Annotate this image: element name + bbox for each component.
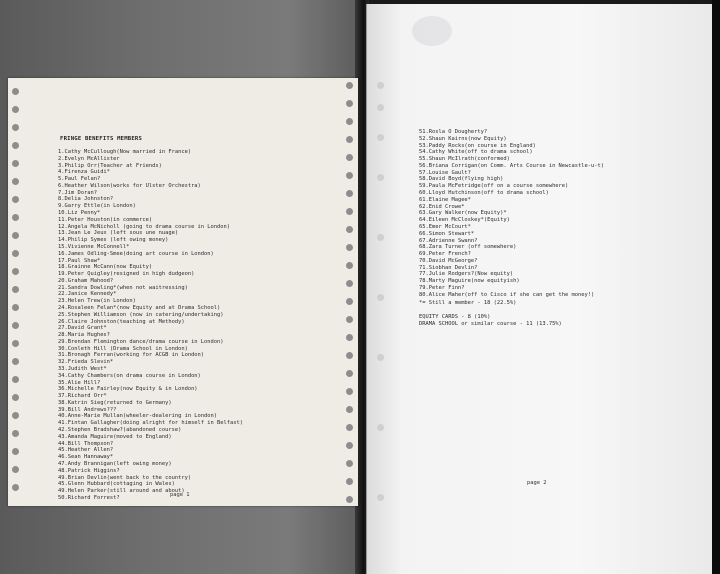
member-entry: 5.Paul Felan?	[58, 176, 101, 183]
left-page-holes-left	[12, 78, 22, 506]
member-entry: 14.Philip Symes (left owing money)	[58, 237, 169, 244]
page-title: FRINGE BENEFITS MEMBERS	[60, 136, 143, 142]
still-member-summary: *= Still a member - 18 (22.5%)	[419, 300, 517, 306]
member-entry: 46.Sean Hannaway*	[58, 454, 114, 461]
punch-hole	[12, 412, 19, 419]
punch-hole	[12, 214, 19, 221]
punch-hole	[12, 340, 19, 347]
member-entry: 16.James Odling-Smee(doing art course in London)	[58, 250, 214, 257]
punch-hole	[12, 322, 19, 329]
member-entry: 15.Vivienne McConnell*	[58, 243, 130, 250]
paper-stain	[412, 16, 452, 46]
punch-hole	[12, 88, 19, 95]
punch-hole	[346, 172, 353, 179]
member-entry: 40.Anne-Marie Mullan(wheeler-dealering in London)	[58, 413, 218, 420]
member-entry: 69.Peter French?	[419, 251, 471, 258]
member-entry: 13.Jean Le Jeux (left sous une nuage)	[58, 230, 179, 237]
member-entry: 28.Maria Hughes?	[58, 332, 110, 339]
member-entry: 33.Judith West*	[58, 366, 107, 372]
member-entry: 38.Katrin Sieg(returned to Germany)	[58, 399, 172, 406]
member-entry: 4.Firenza Guidi*	[58, 169, 110, 176]
member-entry: 57.Louise Gault?	[419, 169, 471, 176]
member-entry: 49.Brian Devlin(went back to the country)	[58, 474, 192, 481]
member-entry: 49.Helen Parker(still around and about)	[58, 488, 185, 495]
member-entry: 77.Julie Rodgers?(Now equity)	[419, 271, 514, 278]
right-member-list	[419, 129, 604, 299]
member-entry: 63.Gary Walker(now Equity)*	[419, 210, 507, 217]
member-entry: 39.Bill Andrews???	[58, 406, 117, 413]
punch-hole	[12, 448, 19, 455]
member-entry: 11.Peter Houston(in commerce)	[58, 216, 153, 223]
equity-summary: EQUITY CARDS - 8 (10%)	[419, 314, 491, 320]
member-entry: 29.Brendan Flemington dance/drama course in London)	[58, 338, 224, 345]
punch-hole	[12, 178, 19, 185]
member-entry: 68.Zara Turner (off somewhere)	[419, 244, 517, 251]
punch-hole	[377, 354, 384, 361]
member-entry: 64.Eileen McCloskey*(Equity)	[419, 217, 510, 224]
punch-hole	[377, 494, 384, 501]
punch-hole	[377, 104, 384, 111]
member-entry: 51.Rosla O Dougherty?	[419, 129, 488, 135]
member-entry: 44.Bill Thompson?	[58, 440, 114, 447]
punch-hole	[12, 142, 19, 149]
member-entry: 54.Cathy White(off to drama school)	[419, 149, 533, 156]
punch-hole	[12, 484, 19, 491]
member-entry: 43.Amanda Maguire(moved to England)	[58, 433, 172, 440]
punch-hole	[346, 496, 353, 503]
punch-hole	[12, 304, 19, 311]
member-entry: 21.Sandra Dowling*(when not waitressing)	[58, 284, 188, 291]
punch-hole	[12, 160, 19, 167]
drama-school-summary: DRAMA SCHOOL or similar course - 11 (13.75%)	[419, 321, 562, 327]
punch-hole	[346, 406, 353, 413]
member-entry: 1.Cathy McCullough(Now married in France)	[58, 149, 192, 155]
member-entry: 10.Liz Penny*	[58, 210, 101, 217]
punch-hole	[12, 430, 19, 437]
member-entry: 47.Andy Brannigan(left owing money)	[58, 460, 172, 467]
member-entry: 32.Frieda Slevin*	[58, 359, 114, 366]
member-entry: 61.Elaine Magee*	[419, 196, 471, 203]
member-entry: 78.Marty Maguire(now equityish)	[419, 278, 520, 285]
member-entry: 6.Heather Wilson(works for Ulster Orchestra)	[58, 182, 201, 189]
punch-hole	[12, 106, 19, 113]
member-entry: 34.Cathy Chambers(on drama course in London)	[58, 372, 201, 379]
member-entry: 45.Heather Allen?	[58, 447, 114, 454]
punch-hole	[346, 442, 353, 449]
member-entry: 7.Jim Doran?	[58, 189, 97, 196]
member-entry: 19.Peter Quigley(resigned in high dudgeon)	[58, 271, 195, 278]
punch-hole	[346, 190, 353, 197]
page-number: page 2	[527, 480, 547, 486]
punch-hole	[346, 298, 353, 305]
member-entry: 62.Enid Crowe*	[419, 203, 465, 210]
member-entry: 27.David Grant*	[58, 325, 107, 332]
punch-hole	[12, 358, 19, 365]
punch-hole	[346, 226, 353, 233]
member-entry: 59.Paula McFetridge(off on a course somewhere)	[419, 183, 569, 190]
punch-hole	[346, 334, 353, 341]
punch-hole	[346, 100, 353, 107]
punch-hole	[346, 316, 353, 323]
member-entry: 23.Helen Trew(in London)	[58, 298, 136, 305]
punch-hole	[12, 376, 19, 383]
member-entry: 45.Glenn Hubbard(cottaging in Wales)	[58, 481, 175, 488]
member-entry: 12.Angela McNicholl (going to drama course in London)	[58, 223, 231, 230]
member-entry: 18.Grainne McCann(now Equity)	[58, 264, 153, 271]
punch-hole	[346, 460, 353, 467]
punch-hole	[346, 82, 353, 89]
member-entry: 53.Paddy Rocks(on course in England)	[419, 142, 536, 149]
member-entry: 80.Alice Maher(off to Cisco if she can get the money!)	[419, 291, 595, 298]
member-entry: 35.Alie Hill?	[58, 379, 101, 386]
left-page	[8, 78, 358, 506]
member-entry: 79.Peter Finn?	[419, 284, 465, 291]
member-entry: 3.Philip Orr(Teacher at Friends)	[58, 162, 162, 169]
punch-hole	[346, 424, 353, 431]
punch-hole	[12, 124, 19, 131]
member-entry: 9.Garry Ettle(in London)	[58, 203, 136, 210]
member-entry: 71.Siobhan Devlin?	[419, 264, 478, 271]
member-entry: 67.Adrienne Swann?	[419, 237, 478, 244]
punch-hole	[377, 234, 384, 241]
punch-hole	[346, 478, 353, 485]
member-entry: 30.Conleth Hill (Drama School in London)	[58, 345, 188, 352]
left-page-holes-right	[346, 78, 356, 506]
member-entry: 8.Delia Johnston?	[58, 196, 114, 203]
page-number: page 1	[170, 492, 190, 498]
member-entry: 31.Bronagh Ferran(working for ACGB in London)	[58, 352, 205, 359]
punch-hole	[346, 388, 353, 395]
punch-hole	[346, 118, 353, 125]
left-member-list	[58, 149, 243, 502]
member-entry: 22.Janice Kennedy*	[58, 291, 117, 298]
punch-hole	[346, 370, 353, 377]
member-entry: 48.Patrick Higgins?	[58, 467, 120, 474]
member-entry: 41.Fintan Gallagher(doing alright for himself in Belfast)	[58, 420, 243, 427]
punch-hole	[346, 208, 353, 215]
punch-hole	[12, 250, 19, 257]
punch-hole	[377, 134, 384, 141]
member-entry: 20.Graham Mahood?	[58, 277, 114, 284]
punch-hole	[377, 424, 384, 431]
member-entry: 58.David Boyd(flying high)	[419, 176, 504, 183]
member-entry: 2.Evelyn McAllister	[58, 155, 120, 162]
right-page	[366, 4, 719, 574]
member-entry: 52.Shaun Kairns(now Equity)	[419, 135, 507, 142]
punch-hole	[346, 352, 353, 359]
scan-edge	[712, 0, 720, 574]
member-entry: 37.Richard Orr*	[58, 393, 107, 400]
punch-hole	[12, 394, 19, 401]
punch-hole	[12, 466, 19, 473]
member-entry: 25.Stephen Williamson (now in catering/undertaking)	[58, 311, 224, 318]
punch-hole	[12, 196, 19, 203]
punch-hole	[12, 268, 19, 275]
member-entry: 55.Shaun McIlrath(conformed)	[419, 156, 510, 163]
member-entry: 36.Michelle Fairley(now Equity & in London)	[58, 386, 198, 393]
member-entry: 24.Rosaleen Felan*(now Equity and at Drama School)	[58, 304, 221, 311]
punch-hole	[12, 232, 19, 239]
member-entry: 50.Richard Forrest?	[58, 494, 120, 501]
punch-hole	[377, 294, 384, 301]
punch-hole	[346, 262, 353, 269]
punch-hole	[377, 82, 384, 89]
punch-hole	[346, 280, 353, 287]
member-entry: 65.Emer McCourt*	[419, 223, 471, 230]
punch-hole	[377, 174, 384, 181]
member-entry: 26.Claire Johnston(teaching at Methody)	[58, 318, 185, 325]
punch-hole	[346, 154, 353, 161]
member-entry: 66.Simon Stewart*	[419, 230, 475, 237]
right-page-holes	[377, 4, 387, 574]
member-entry: 70.David McGeorge?	[419, 257, 478, 264]
punch-hole	[346, 136, 353, 143]
member-entry: 42.Stephen Bradshaw?(abandoned course)	[58, 427, 182, 434]
member-entry: 56.Briana Corrigan(on Comm. Arts Course in Newcastle-u-t)	[419, 162, 604, 169]
member-entry: 60.Lloyd Hutchinson(off to drama school)	[419, 190, 549, 197]
member-entry: 17.Paul Shaw*	[58, 257, 101, 264]
punch-hole	[12, 286, 19, 293]
punch-hole	[346, 244, 353, 251]
